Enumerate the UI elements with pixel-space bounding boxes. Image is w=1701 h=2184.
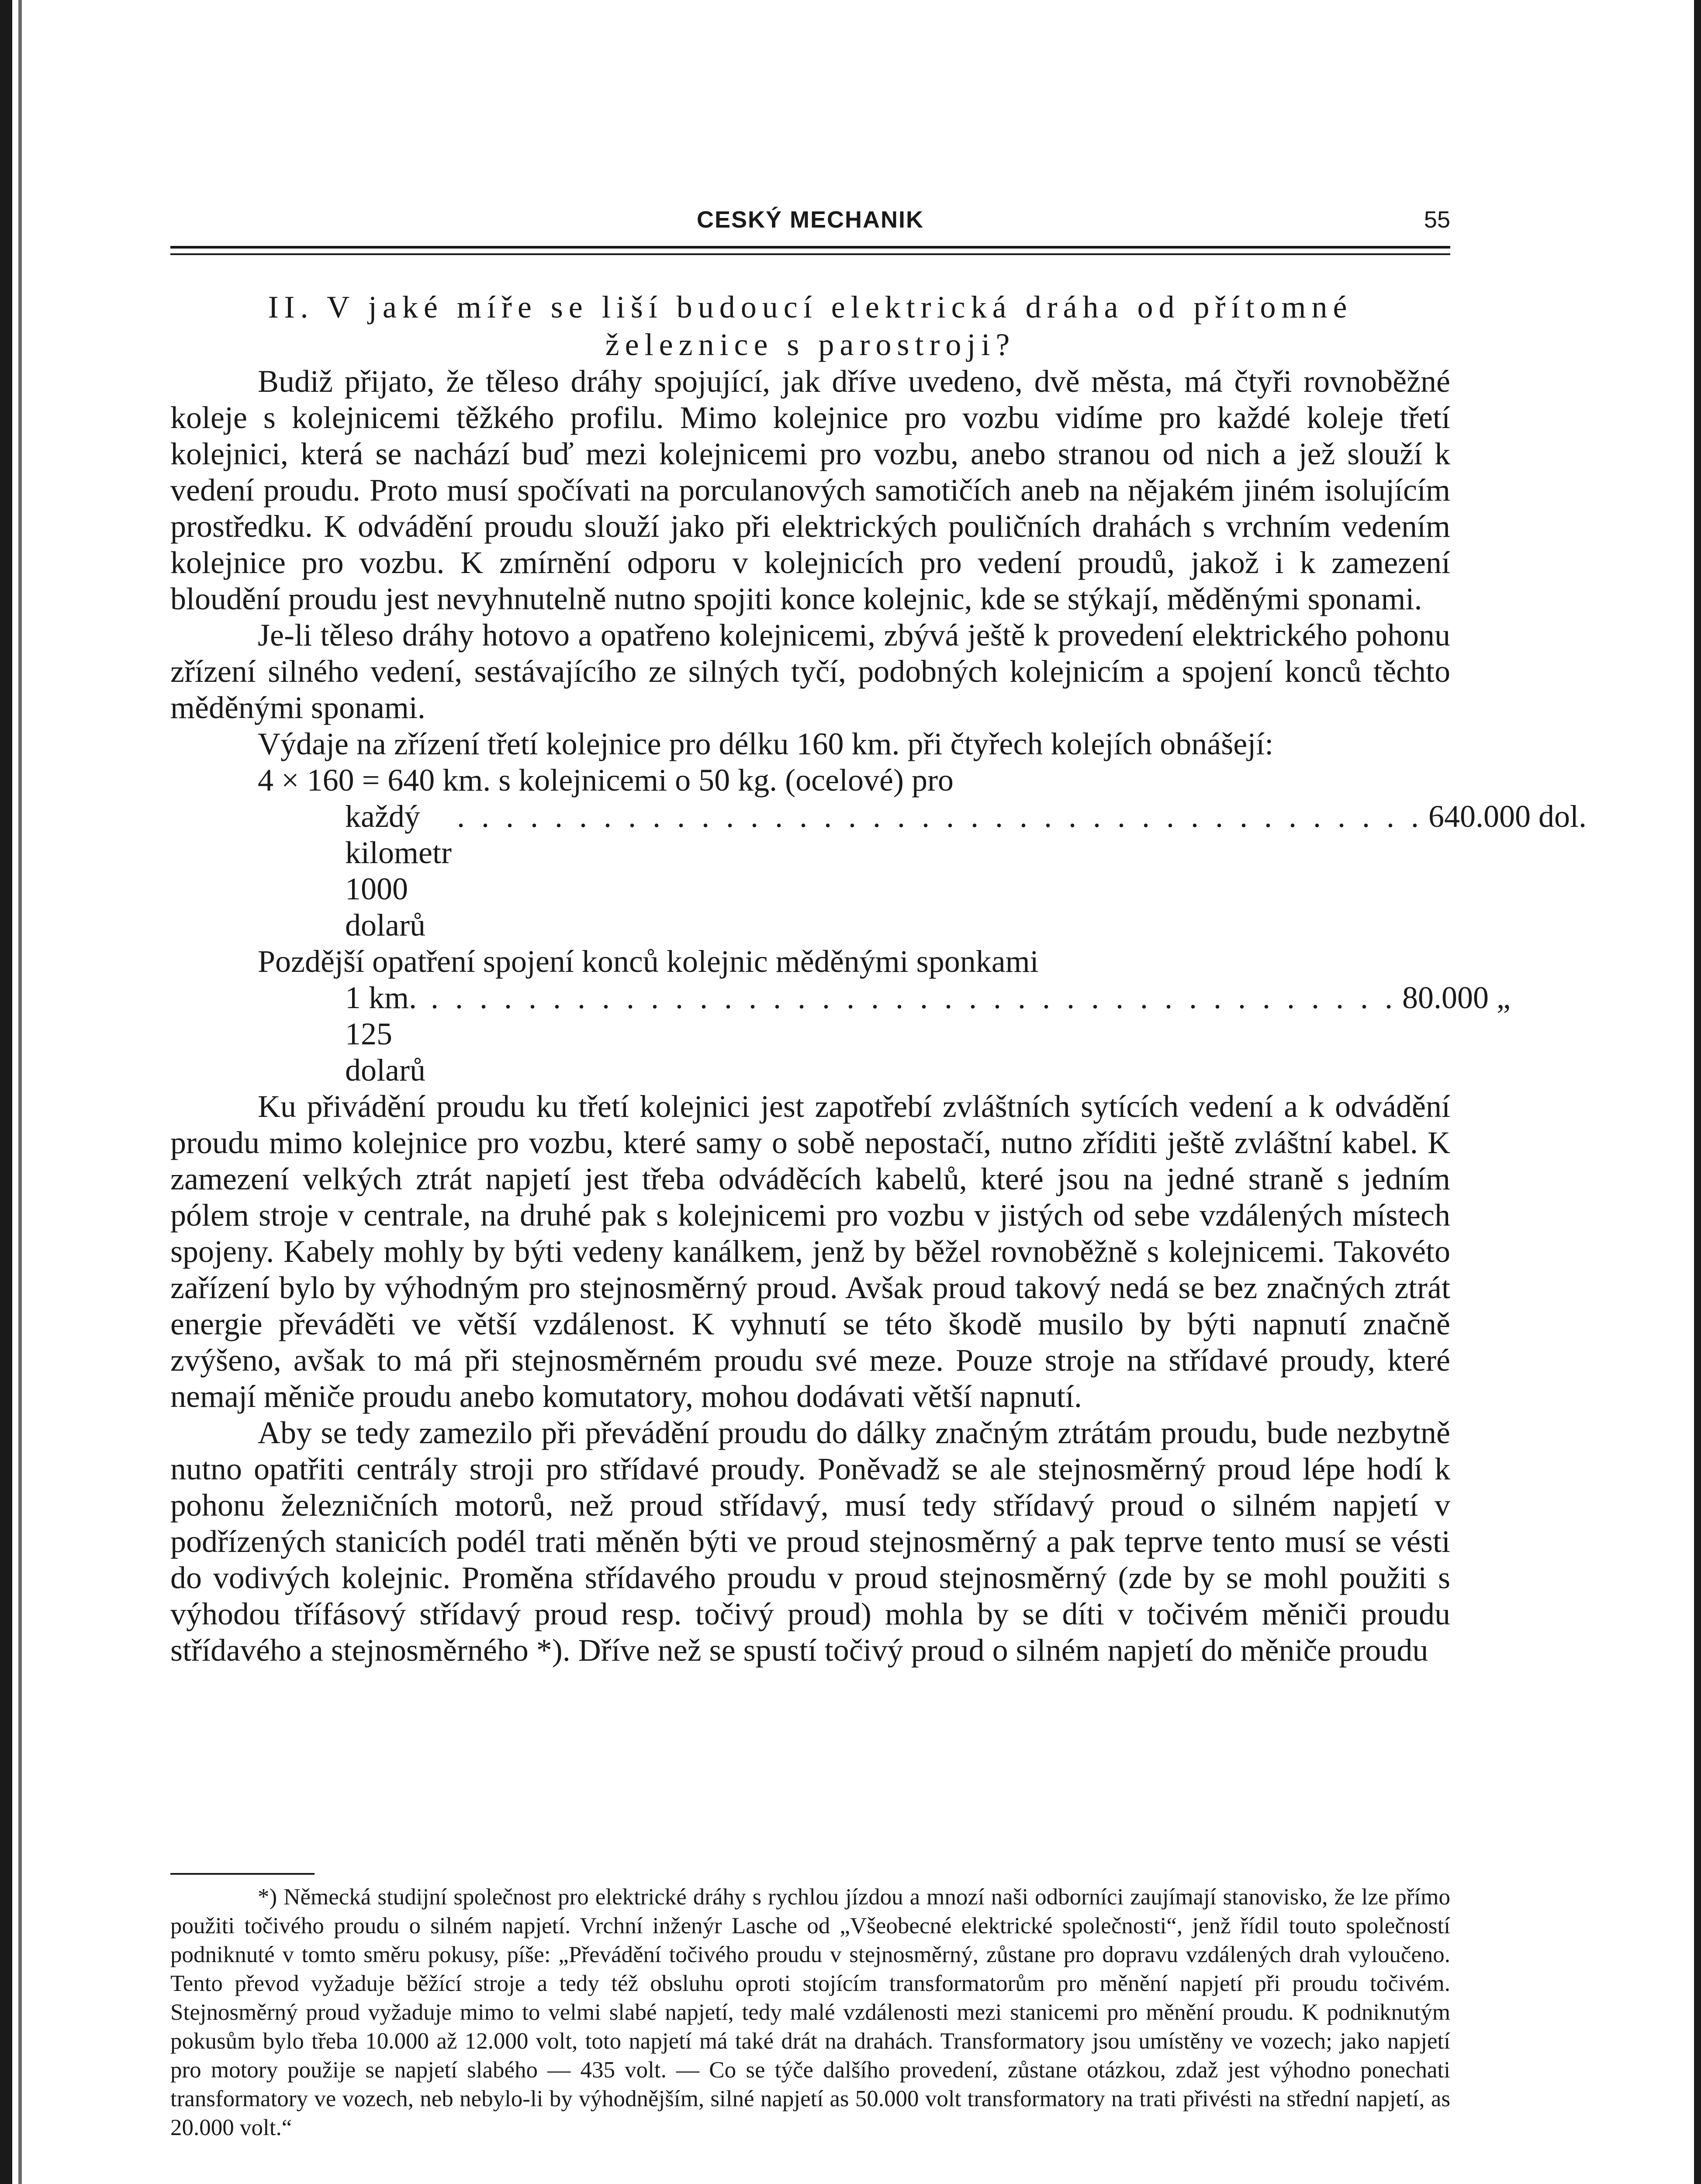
scan-edge-left-line (18, 0, 22, 2184)
calc-line-1 (170, 762, 1450, 798)
calc-line-1-text: 4 × 160 = 640 km. s kolejnicemi o 50 kg. (ocelové) pro (258, 763, 954, 798)
paragraph-3: Výdaje na zřízení třetí kolejnice pro délku 160 km. při čtyřech kolejích obnášejí: (258, 726, 1274, 761)
paragraph-5: Aby se tedy zamezilo při převádění proudu do dálky značným ztrátám proudu, bude nezbytně nutno opatřiti centrály stroji pro střídavé proudy. Poněvadž se ale stejnosměrný proud lépe hodí k pohonu železničních motorů, než proud střídavý, musí tedy střídavý proud o silném napjetí v podřízených stanicích podél trati měněn býti ve proud stejnosměrný a pak teprve tento musí se vésti do vodivých kolejnic. Proměna střídavého proudu v proud stejnosměrný (zde by se mohl použiti s výhodou třífásový střídavý proud resp. točivý proud) mohla by se díti v točivém měniči proudu střídavého a stejnosměrného *). Dříve než se spustí točivý proud o silném napjetí do měniče proudu (170, 1415, 1450, 1668)
scan-edge-right (1694, 0, 1701, 2184)
calc-line-2-text: každý kilometr 1000 dolarů (345, 799, 452, 943)
section-heading-line1: II. V jaké míře se liší budoucí elektrická dráha od přítomné (268, 290, 1353, 325)
paragraph-1: Budiž přijato, že těleso dráhy spojující, jak dříve uvedeno, dvě města, má čtyři rovnoběžné koleje s kolejnicemi těžkého profilu. Mimo kolejnice pro vozbu vidíme pro každé koleje třetí kolejnici, která se nachází buď mezi kolejnicemi pro vozbu, anebo stranou od nich a jež slouží k vedení proudu. Proto musí spočívati na porculanových samotičích aneb na nějakém jiném isolujícím prostředku. K odvádění proudu slouží jako při elektrických pouličních drahách s vrchním vedením kolejnice pro vozbu. K zmírnění odporu v kolejnicích pro vedení proudů, jakož i k zamezení bloudění proudu jest nevyhnutelně nutno spojiti konce kolejnic, kde se stýkají, měděnými sponami. (170, 364, 1450, 616)
running-head (170, 206, 1450, 237)
footnote-rule (170, 1873, 315, 1875)
calc-line-4-amount: 80.000 „ (1402, 980, 1511, 1015)
section-heading (170, 288, 1450, 363)
calc-line-2 (170, 798, 1587, 943)
paragraph-2: Je-li těleso dráhy hotovo a opatřeno kolejnicemi, zbývá ještě k provedení elektrického pohonu zřízení silného vedení, sestávajícího ze silných tyčí, podobných kolejnicím a spojení konců těchto měděnými sponami. (170, 618, 1450, 725)
cost-calculation (170, 762, 1587, 1089)
calc-line-2-amount: 640.000 dol. (1428, 799, 1587, 834)
leader-dots: . . . . . . . . . . . . . . . . . . . . . . . . . . . . . . . . . . . . . . . . (430, 980, 1397, 1015)
calc-line-4 (170, 980, 1511, 1089)
header-rule-top (170, 246, 1450, 249)
paragraph-4: Ku přivádění proudu ku třetí kolejnici jest zapotřebí zvláštních sytících vedení a k odvádění proudu mimo kolejnice pro vozbu, které samy o sobě nepostačí, nutno zříditi ještě zvláštní kabel. K zamezení velkých ztrát napjetí jest třeba odváděcích kabelů, které jsou na jedné straně s jedním pólem stroje v centrale, na druhé pak s kolejnicemi pro vozbu v jistých od sebe vzdálených místech spojeny. Kabely mohly by býti vedeny kanálkem, jenž by běžel rovnoběžně s kolejnicemi. Takovéto zařízení bylo by výhodným pro stejnosměrný proud. Avšak proud takový nedá se bez značných ztrát energie převáděti ve větší vzdálenost. K vyhnutí se této škodě musilo by býti napnutí značně zvýšeno, avšak to má při stejnosměrném proudu své meze. Pouze stroje na střídavé proudy, které nemají měniče proudu anebo komutatory, mohou dodávati větší napnutí. (170, 1089, 1450, 1414)
calc-line-3-text: Pozdější opatření spojení konců kolejnic měděnými sponkami (258, 944, 1039, 979)
footnote: *) Německá studijní společnost pro elektrické dráhy s rychlou jízdou a mnozí naši odborníci zaujímají stanovisko, že lze přímo použiti točivého proudu o silném napjetí. Vrchní inženýr Lasche od „Všeobecné elektrické společnosti“, jenž řídil touto společností podniknuté v tomto směru pokusy, píše: „Převádění točivého proudu v stejnosměrný, zůstane pro dopravu vzdálených drah vyloučeno. Tento převod vyžaduje běžící stroje a tedy též obsluhu oproti stojícím transformatorům pro měnění napjetí při proudu točivém. Stejnosměrný proud vyžaduje mimo to velmi slabé napjetí, tedy malé vzdálenosti mezi stanicemi pro měnění proudu. K podniknutým pokusům bylo třeba 10.000 až 12.000 volt, toto napjetí má také drát na drahách. Transformatory jsou umístěny ve vozech; jako napjetí pro motory použije se napjetí slabého — 435 volt. — Co se týče dalšího provedení, zůstane otázkou, zdaž jest výhodno ponechati transformatory ve vozech, neb nebylo-li by výhodnějším, silné napjetí as 50.000 volt transformatory na trati přivésti na střední napjetí, as 20.000 volt.“ (170, 1884, 1450, 2140)
calc-line-4-text: 1 km. 125 dolarů (345, 980, 425, 1088)
leader-dots: . . . . . . . . . . . . . . . . . . . . . . . . . . . . . . . . . . . . . . . . (456, 799, 1423, 834)
main-text (170, 288, 1587, 1669)
scan-edge-left (0, 0, 12, 2184)
header-rule-bottom (170, 253, 1450, 255)
calc-line-3 (170, 943, 1450, 980)
running-title: CESKÝ MECHANIK (696, 207, 924, 233)
page-number: 55 (1424, 207, 1450, 233)
section-heading-line2: železnice s parostroji? (605, 327, 1016, 362)
